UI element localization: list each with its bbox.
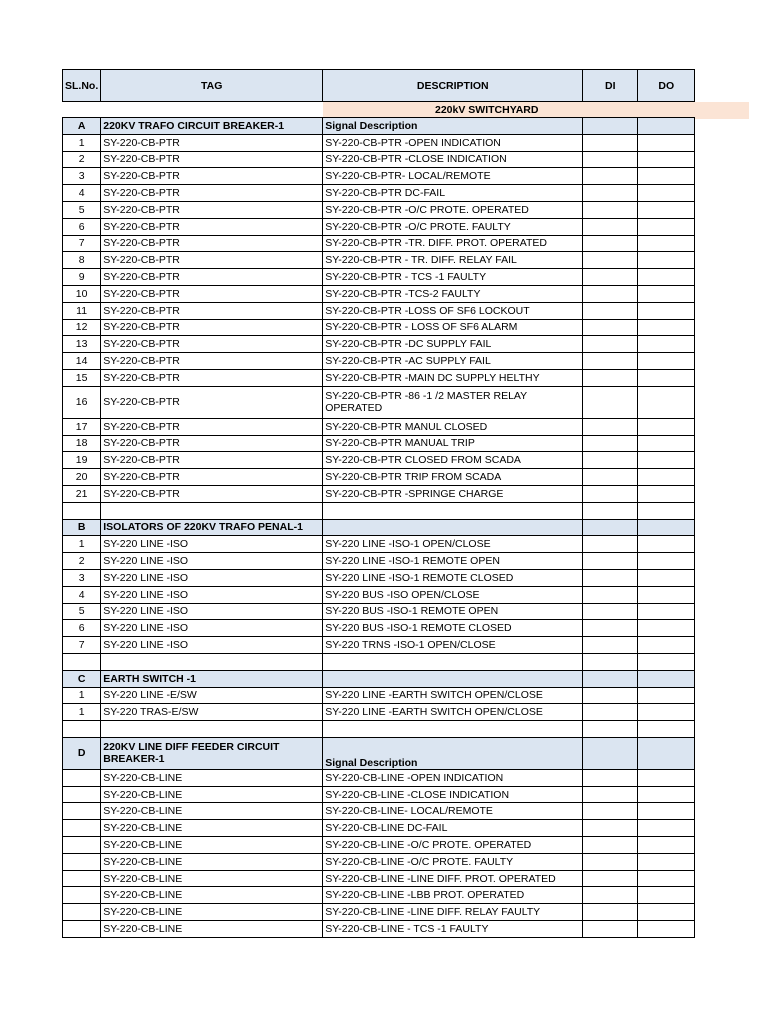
- row-description: SY-220-CB-PTR -DC SUPPLY FAIL: [323, 336, 583, 353]
- row-number: 18: [63, 435, 101, 452]
- row-number: [63, 870, 101, 887]
- row-description: SY-220-CB-LINE -O/C PROTE. FAULTY: [323, 853, 583, 870]
- blank-cell: [638, 721, 695, 738]
- do-cell: [638, 218, 695, 235]
- row-tag: SY-220-CB-PTR: [101, 235, 323, 252]
- section-id: C: [63, 670, 101, 687]
- do-cell: [638, 553, 695, 570]
- do-cell: [638, 887, 695, 904]
- section-name: EARTH SWITCH -1: [101, 670, 323, 687]
- row-tag: SY-220-CB-PTR: [101, 252, 323, 269]
- switchyard-title-text: 220kV SWITCHYARD: [435, 103, 539, 116]
- di-cell: [583, 569, 638, 586]
- table-row: [63, 151, 695, 168]
- section-name: 220KV TRAFO CIRCUIT BREAKER-1: [101, 118, 323, 135]
- table-row: [63, 185, 695, 202]
- row-description: SY-220-CB-LINE -LBB PROT. OPERATED: [323, 887, 583, 904]
- table-row: [63, 418, 695, 435]
- table-row: [63, 603, 695, 620]
- table-row: [63, 302, 695, 319]
- di-cell: [583, 151, 638, 168]
- do-cell: [638, 185, 695, 202]
- row-description: SY-220 BUS -ISO-1 REMOTE CLOSED: [323, 620, 583, 637]
- row-description: SY-220 TRNS -ISO-1 OPEN/CLOSE: [323, 637, 583, 654]
- row-number: 1: [63, 704, 101, 721]
- do-cell: [638, 319, 695, 336]
- row-number: 5: [63, 201, 101, 218]
- do-cell: [638, 134, 695, 151]
- di-cell: [583, 118, 638, 135]
- signal-list-table: [62, 69, 695, 938]
- row-tag: SY-220-CB-PTR: [101, 452, 323, 469]
- row-description: SY-220 BUS -ISO OPEN/CLOSE: [323, 586, 583, 603]
- row-description: SY-220-CB-PTR - LOSS OF SF6 ALARM: [323, 319, 583, 336]
- do-cell: [638, 620, 695, 637]
- blank-cell: [638, 653, 695, 670]
- header-slno: SL.No.: [63, 70, 101, 102]
- do-cell: [638, 418, 695, 435]
- row-tag: SY-220-CB-PTR: [101, 469, 323, 486]
- row-tag: SY-220-CB-LINE: [101, 786, 323, 803]
- header-description: DESCRIPTION: [323, 70, 583, 102]
- do-cell: [638, 151, 695, 168]
- row-tag: SY-220-CB-PTR: [101, 134, 323, 151]
- title-band-tail: [693, 102, 749, 119]
- di-cell: [583, 269, 638, 286]
- row-number: 14: [63, 353, 101, 370]
- row-tag: SY-220-CB-PTR: [101, 485, 323, 502]
- table-row: [63, 904, 695, 921]
- row-tag: SY-220-CB-PTR: [101, 418, 323, 435]
- di-cell: [583, 786, 638, 803]
- section-desc-label: Signal Description: [323, 737, 583, 769]
- di-cell: [583, 469, 638, 486]
- table-row: [63, 386, 695, 418]
- row-tag: SY-220-CB-LINE: [101, 803, 323, 820]
- di-cell: [583, 235, 638, 252]
- row-number: [63, 803, 101, 820]
- di-cell: [583, 769, 638, 786]
- table-row: [63, 769, 695, 786]
- do-cell: [638, 870, 695, 887]
- row-number: [63, 786, 101, 803]
- row-number: 4: [63, 586, 101, 603]
- row-tag: SY-220 LINE -ISO: [101, 553, 323, 570]
- do-cell: [638, 118, 695, 135]
- row-description: SY-220-CB-LINE - TCS -1 FAULTY: [323, 921, 583, 938]
- blank-cell: [323, 502, 583, 519]
- table-row: [63, 168, 695, 185]
- row-description: SY-220 LINE -ISO-1 REMOTE CLOSED: [323, 569, 583, 586]
- di-cell: [583, 302, 638, 319]
- blank-cell: [583, 653, 638, 670]
- row-description: SY-220-CB-PTR -MAIN DC SUPPLY HELTHY: [323, 369, 583, 386]
- do-cell: [638, 820, 695, 837]
- di-cell: [583, 670, 638, 687]
- row-number: 9: [63, 269, 101, 286]
- di-cell: [583, 904, 638, 921]
- blank-cell: [101, 653, 323, 670]
- row-tag: SY-220-CB-PTR: [101, 435, 323, 452]
- row-number: 7: [63, 637, 101, 654]
- table-row: [63, 586, 695, 603]
- row-tag: SY-220 LINE -E/SW: [101, 687, 323, 704]
- do-cell: [638, 704, 695, 721]
- table-row: [63, 803, 695, 820]
- di-cell: [583, 418, 638, 435]
- do-cell: [638, 837, 695, 854]
- row-number: [63, 769, 101, 786]
- do-cell: [638, 386, 695, 418]
- table-row: [63, 252, 695, 269]
- row-number: 3: [63, 569, 101, 586]
- blank-cell: [323, 721, 583, 738]
- table-row: [63, 269, 695, 286]
- row-description: SY-220-CB-LINE DC-FAIL: [323, 820, 583, 837]
- row-tag: SY-220-CB-PTR: [101, 151, 323, 168]
- row-number: [63, 820, 101, 837]
- section-desc-label: Signal Description: [323, 118, 583, 135]
- do-cell: [638, 536, 695, 553]
- row-number: 20: [63, 469, 101, 486]
- table-row: [63, 134, 695, 151]
- row-number: 4: [63, 185, 101, 202]
- row-tag: SY-220-CB-LINE: [101, 870, 323, 887]
- row-number: 16: [63, 386, 101, 418]
- di-cell: [583, 687, 638, 704]
- blank-cell: [63, 653, 101, 670]
- row-description: SY-220-CB-PTR -TR. DIFF. PROT. OPERATED: [323, 235, 583, 252]
- row-description: SY-220-CB-PTR -OPEN INDICATION: [323, 134, 583, 151]
- row-tag: SY-220-CB-PTR: [101, 319, 323, 336]
- table-row: [63, 687, 695, 704]
- row-description: SY-220-CB-PTR -AC SUPPLY FAIL: [323, 353, 583, 370]
- row-number: 12: [63, 319, 101, 336]
- row-number: [63, 887, 101, 904]
- row-number: [63, 853, 101, 870]
- row-number: 1: [63, 134, 101, 151]
- do-cell: [638, 336, 695, 353]
- do-cell: [638, 637, 695, 654]
- do-cell: [638, 252, 695, 269]
- blank-cell: [583, 721, 638, 738]
- row-number: 11: [63, 302, 101, 319]
- blank-row: [63, 502, 695, 519]
- blank-cell: [583, 502, 638, 519]
- row-description: SY-220-CB-LINE -OPEN INDICATION: [323, 769, 583, 786]
- section-id: D: [63, 737, 101, 769]
- row-tag: SY-220-CB-PTR: [101, 302, 323, 319]
- do-cell: [638, 485, 695, 502]
- di-cell: [583, 285, 638, 302]
- table-row: [63, 786, 695, 803]
- row-number: 13: [63, 336, 101, 353]
- di-cell: [583, 386, 638, 418]
- row-tag: SY-220-CB-LINE: [101, 887, 323, 904]
- blank-row: [63, 653, 695, 670]
- table-row: [63, 553, 695, 570]
- blank-cell: [63, 502, 101, 519]
- row-description: SY-220-CB-PTR MANUAL TRIP: [323, 435, 583, 452]
- di-cell: [583, 870, 638, 887]
- row-description: SY-220-CB-PTR -O/C PROTE. FAULTY: [323, 218, 583, 235]
- table-row: [63, 285, 695, 302]
- di-cell: [583, 336, 638, 353]
- row-tag: SY-220-CB-PTR: [101, 386, 323, 418]
- do-cell: [638, 921, 695, 938]
- table-row: [63, 235, 695, 252]
- section-header-a: [63, 118, 695, 135]
- row-tag: SY-220-CB-LINE: [101, 853, 323, 870]
- table-row: [63, 837, 695, 854]
- row-description: SY-220 LINE -ISO-1 REMOTE OPEN: [323, 553, 583, 570]
- row-tag: SY-220-CB-LINE: [101, 769, 323, 786]
- do-cell: [638, 786, 695, 803]
- row-number: 5: [63, 603, 101, 620]
- do-cell: [638, 353, 695, 370]
- do-cell: [638, 586, 695, 603]
- di-cell: [583, 319, 638, 336]
- row-description: SY-220-CB-PTR MANUL CLOSED: [323, 418, 583, 435]
- row-number: [63, 837, 101, 854]
- row-description: SY-220-CB-LINE -O/C PROTE. OPERATED: [323, 837, 583, 854]
- table-row: [63, 637, 695, 654]
- do-cell: [638, 519, 695, 536]
- row-description: SY-220-CB-PTR - TCS -1 FAULTY: [323, 269, 583, 286]
- di-cell: [583, 252, 638, 269]
- di-cell: [583, 353, 638, 370]
- di-cell: [583, 820, 638, 837]
- di-cell: [583, 168, 638, 185]
- section-name: 220KV LINE DIFF FEEDER CIRCUIT BREAKER-1: [101, 737, 323, 769]
- row-description: SY-220-CB-PTR -CLOSE INDICATION: [323, 151, 583, 168]
- di-cell: [583, 620, 638, 637]
- table-row: [63, 218, 695, 235]
- row-number: [63, 921, 101, 938]
- di-cell: [583, 134, 638, 151]
- row-number: 2: [63, 553, 101, 570]
- table-row: [63, 569, 695, 586]
- switchyard-title: [323, 102, 695, 118]
- row-number: 6: [63, 218, 101, 235]
- row-description: SY-220 LINE -EARTH SWITCH OPEN/CLOSE: [323, 704, 583, 721]
- table-row: [63, 870, 695, 887]
- row-tag: SY-220-CB-PTR: [101, 336, 323, 353]
- row-tag: SY-220 LINE -ISO: [101, 637, 323, 654]
- di-cell: [583, 536, 638, 553]
- di-cell: [583, 637, 638, 654]
- blank-row: [63, 721, 695, 738]
- blank-cell: [63, 721, 101, 738]
- row-tag: SY-220-CB-PTR: [101, 218, 323, 235]
- row-description: SY-220-CB-LINE -LINE DIFF. RELAY FAULTY: [323, 904, 583, 921]
- row-description: SY-220-CB-LINE -LINE DIFF. PROT. OPERATED: [323, 870, 583, 887]
- row-number: 3: [63, 168, 101, 185]
- blank-cell: [101, 502, 323, 519]
- row-tag: SY-220 LINE -ISO: [101, 620, 323, 637]
- table-row: [63, 469, 695, 486]
- section-id: B: [63, 519, 101, 536]
- row-description: SY-220 LINE -ISO-1 OPEN/CLOSE: [323, 536, 583, 553]
- row-tag: SY-220-CB-LINE: [101, 904, 323, 921]
- table-row: [63, 353, 695, 370]
- row-description: SY-220 BUS -ISO-1 REMOTE OPEN: [323, 603, 583, 620]
- row-tag: SY-220-CB-PTR: [101, 269, 323, 286]
- header-tag: TAG: [101, 70, 323, 102]
- row-description: SY-220-CB-PTR -LOSS OF SF6 LOCKOUT: [323, 302, 583, 319]
- row-tag: SY-220 LINE -ISO: [101, 586, 323, 603]
- row-number: 21: [63, 485, 101, 502]
- row-tag: SY-220 LINE -ISO: [101, 536, 323, 553]
- row-number: 15: [63, 369, 101, 386]
- row-description: SY-220-CB-PTR DC-FAIL: [323, 185, 583, 202]
- do-cell: [638, 201, 695, 218]
- do-cell: [638, 670, 695, 687]
- table-row: [63, 620, 695, 637]
- di-cell: [583, 201, 638, 218]
- row-tag: SY-220 LINE -ISO: [101, 569, 323, 586]
- do-cell: [638, 853, 695, 870]
- row-tag: SY-220-CB-LINE: [101, 820, 323, 837]
- row-number: 1: [63, 536, 101, 553]
- di-cell: [583, 853, 638, 870]
- di-cell: [583, 369, 638, 386]
- row-number: 6: [63, 620, 101, 637]
- do-cell: [638, 569, 695, 586]
- row-description: SY-220-CB-PTR TRIP FROM SCADA: [323, 469, 583, 486]
- row-number: 10: [63, 285, 101, 302]
- table-row: [63, 853, 695, 870]
- do-cell: [638, 369, 695, 386]
- row-tag: SY-220-CB-PTR: [101, 353, 323, 370]
- table-row: [63, 369, 695, 386]
- do-cell: [638, 469, 695, 486]
- section-desc-label: [323, 519, 583, 536]
- table-row: [63, 485, 695, 502]
- di-cell: [583, 603, 638, 620]
- header-do: DO: [638, 70, 695, 102]
- row-number: 2: [63, 151, 101, 168]
- table-row: [63, 820, 695, 837]
- row-tag: SY-220-CB-LINE: [101, 921, 323, 938]
- table-row: [63, 452, 695, 469]
- di-cell: [583, 553, 638, 570]
- di-cell: [583, 837, 638, 854]
- section-desc-label: [323, 670, 583, 687]
- section-header-c: [63, 670, 695, 687]
- row-number: 8: [63, 252, 101, 269]
- row-number: [63, 904, 101, 921]
- do-cell: [638, 687, 695, 704]
- signal-list-body: [63, 70, 695, 938]
- do-cell: [638, 168, 695, 185]
- di-cell: [583, 435, 638, 452]
- di-cell: [583, 921, 638, 938]
- row-description: SY-220-CB-PTR -86 -1 /2 MASTER RELAY OPERATED: [323, 386, 583, 418]
- header-di: DI: [583, 70, 638, 102]
- blank-cell: [323, 653, 583, 670]
- di-cell: [583, 185, 638, 202]
- do-cell: [638, 452, 695, 469]
- table-row: [63, 921, 695, 938]
- row-description: SY-220-CB-PTR -O/C PROTE. OPERATED: [323, 201, 583, 218]
- di-cell: [583, 452, 638, 469]
- do-cell: [638, 285, 695, 302]
- row-tag: SY-220-CB-PTR: [101, 369, 323, 386]
- di-cell: [583, 485, 638, 502]
- row-number: 19: [63, 452, 101, 469]
- table-row: [63, 435, 695, 452]
- di-cell: [583, 519, 638, 536]
- do-cell: [638, 904, 695, 921]
- table-row: [63, 704, 695, 721]
- title-row: [63, 102, 695, 118]
- section-header-b: [63, 519, 695, 536]
- do-cell: [638, 769, 695, 786]
- section-header-d: [63, 737, 695, 769]
- di-cell: [583, 887, 638, 904]
- do-cell: [638, 737, 695, 769]
- di-cell: [583, 586, 638, 603]
- row-description: SY-220-CB-PTR CLOSED FROM SCADA: [323, 452, 583, 469]
- row-description: SY-220-CB-LINE- LOCAL/REMOTE: [323, 803, 583, 820]
- row-number: 7: [63, 235, 101, 252]
- di-cell: [583, 737, 638, 769]
- row-description: SY-220-CB-PTR - TR. DIFF. RELAY FAIL: [323, 252, 583, 269]
- row-description: SY-220-CB-LINE -CLOSE INDICATION: [323, 786, 583, 803]
- row-tag: SY-220-CB-PTR: [101, 168, 323, 185]
- section-id: A: [63, 118, 101, 135]
- do-cell: [638, 435, 695, 452]
- do-cell: [638, 269, 695, 286]
- row-tag: SY-220 TRAS-E/SW: [101, 704, 323, 721]
- row-description: SY-220-CB-PTR- LOCAL/REMOTE: [323, 168, 583, 185]
- row-description: SY-220-CB-PTR -SPRINGE CHARGE: [323, 485, 583, 502]
- do-cell: [638, 803, 695, 820]
- do-cell: [638, 235, 695, 252]
- table-row: [63, 336, 695, 353]
- do-cell: [638, 603, 695, 620]
- di-cell: [583, 704, 638, 721]
- row-tag: SY-220-CB-PTR: [101, 201, 323, 218]
- row-tag: SY-220-CB-LINE: [101, 837, 323, 854]
- row-description: SY-220 LINE -EARTH SWITCH OPEN/CLOSE: [323, 687, 583, 704]
- blank-cell: [638, 502, 695, 519]
- row-tag: SY-220 LINE -ISO: [101, 603, 323, 620]
- row-number: 17: [63, 418, 101, 435]
- di-cell: [583, 803, 638, 820]
- row-tag: SY-220-CB-PTR: [101, 185, 323, 202]
- di-cell: [583, 218, 638, 235]
- header-row: [63, 70, 695, 102]
- table-row: [63, 319, 695, 336]
- do-cell: [638, 302, 695, 319]
- table-row: [63, 201, 695, 218]
- row-tag: SY-220-CB-PTR: [101, 285, 323, 302]
- row-description: SY-220-CB-PTR -TCS-2 FAULTY: [323, 285, 583, 302]
- table-row: [63, 536, 695, 553]
- section-name: ISOLATORS OF 220KV TRAFO PENAL-1: [101, 519, 323, 536]
- table-row: [63, 887, 695, 904]
- blank-cell: [101, 721, 323, 738]
- row-number: 1: [63, 687, 101, 704]
